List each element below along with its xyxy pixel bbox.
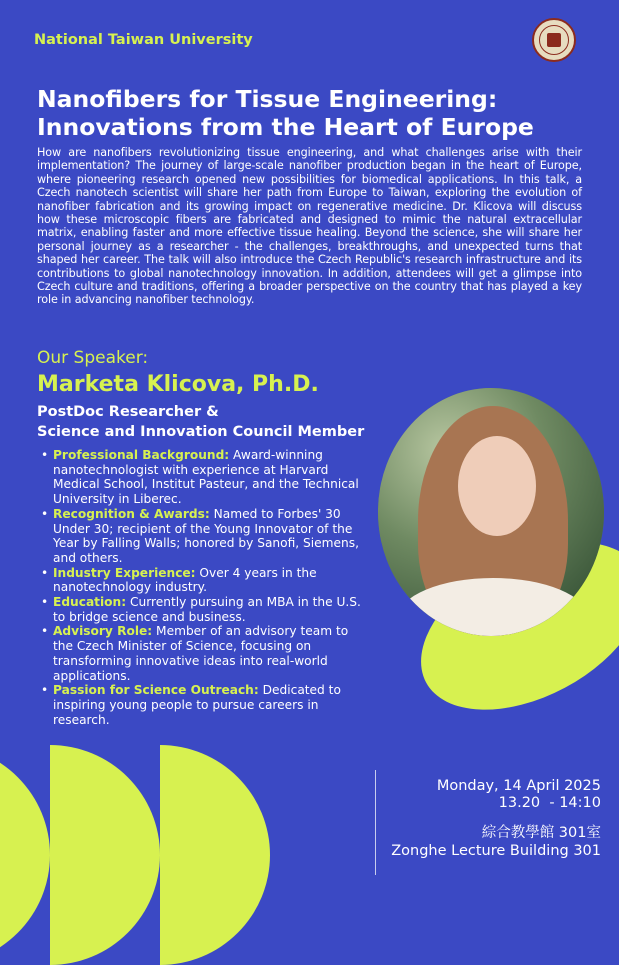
title-line-1: Nanofibers for Tissue Engineering: (37, 85, 498, 113)
decorative-semicircle (0, 745, 50, 965)
bio-item-science-outreach (37, 683, 367, 727)
bio-label: Passion for Science Outreach: (53, 683, 259, 698)
bio-item-professional-background (37, 448, 367, 507)
decorative-semicircle (50, 745, 160, 965)
bio-text: Dedicated to inspiring young people to pursue careers in research. (53, 683, 341, 727)
decorative-semicircle (160, 745, 270, 965)
speaker-bio-list (37, 448, 367, 727)
bio-label: Advisory Role: (53, 624, 153, 639)
bio-item-education (37, 595, 367, 624)
bio-text: Award-winning nanotechnologist with experience at Harvard Medical School, Institut Pasteur, and the Technical University in Liberec. (53, 448, 359, 507)
event-time: 13.20 - 14:10 (498, 794, 601, 811)
talk-abstract: How are nanofibers revolutionizing tissue engineering, and what challenges arise with their implementation? The journey of large-scale nanofiber production began in the heart of Europe, where pioneering research opened new possibilities for biomedical applications. In this talk, a Czech nanotech scientist will share her path from Europe to Taiwan, exploring the evolution of nanofiber fabrication and its growing impact on regenerative medicine. Dr. Klicova will discuss how these microscopic fibers are fabricated and designed to mimic the natural extracellular matrix, enabling faster and more effective tissue healing. Beyond the science, she will share her personal journey as a researcher - the challenges, breakthroughs, and unexpected turns that shaped her career. The talk will also introduce the Czech Republic's research infrastructure and its contributions to global nanotechnology innovation. In addition, attendees will get a glimpse into Czech culture and traditions, offering a broader perspective on the country that has played a key role in advancing nanofiber technology. (37, 146, 582, 307)
university-seal-icon (532, 18, 576, 62)
event-date: Monday, 14 April 2025 (436, 778, 601, 794)
bio-label: Education: (53, 595, 127, 610)
bio-label: Industry Experience: (53, 565, 196, 580)
event-title (37, 85, 597, 141)
bio-text: Named to Forbes' 30 Under 30; recipient of the Young Innovator of the Year by Falling Walls; honored by Sanofi, Siemens, and others. (53, 506, 359, 565)
bio-label: Professional Background: (53, 448, 230, 462)
bio-text: Member of an advisory team to the Czech Minister of Science, focusing on transforming innovative ideas into real-world applications. (53, 624, 349, 683)
bio-label: Recognition & Awards: (53, 506, 210, 521)
event-venue (371, 824, 601, 860)
speaker-role-line-1: PostDoc Researcher & (37, 404, 219, 420)
title-line-2: Innovations from the Heart of Europe (37, 113, 534, 141)
speaker-role-line-2: Science and Innovation Council Member (37, 424, 365, 440)
bio-item-recognition-awards (37, 507, 367, 566)
bio-text: Currently pursuing an MBA in the U.S. to bridge science and business. (53, 595, 361, 624)
university-name: National Taiwan University (34, 32, 253, 48)
bio-item-industry-experience (37, 566, 367, 595)
event-datetime (371, 778, 601, 811)
speaker-name: Marketa Klicova, Ph.D. (37, 372, 319, 397)
venue-english: Zonghe Lecture Building 301 (391, 843, 601, 859)
venue-chinese: 綜合教學館 301室 (481, 825, 601, 841)
speaker-heading: Our Speaker: (37, 348, 149, 368)
bio-text: Over 4 years in the nanotechnology industry. (53, 565, 317, 595)
bio-item-advisory-role (37, 624, 367, 683)
speaker-photo (378, 388, 604, 636)
speaker-role (37, 402, 397, 442)
speaker-photo-area (372, 388, 619, 748)
